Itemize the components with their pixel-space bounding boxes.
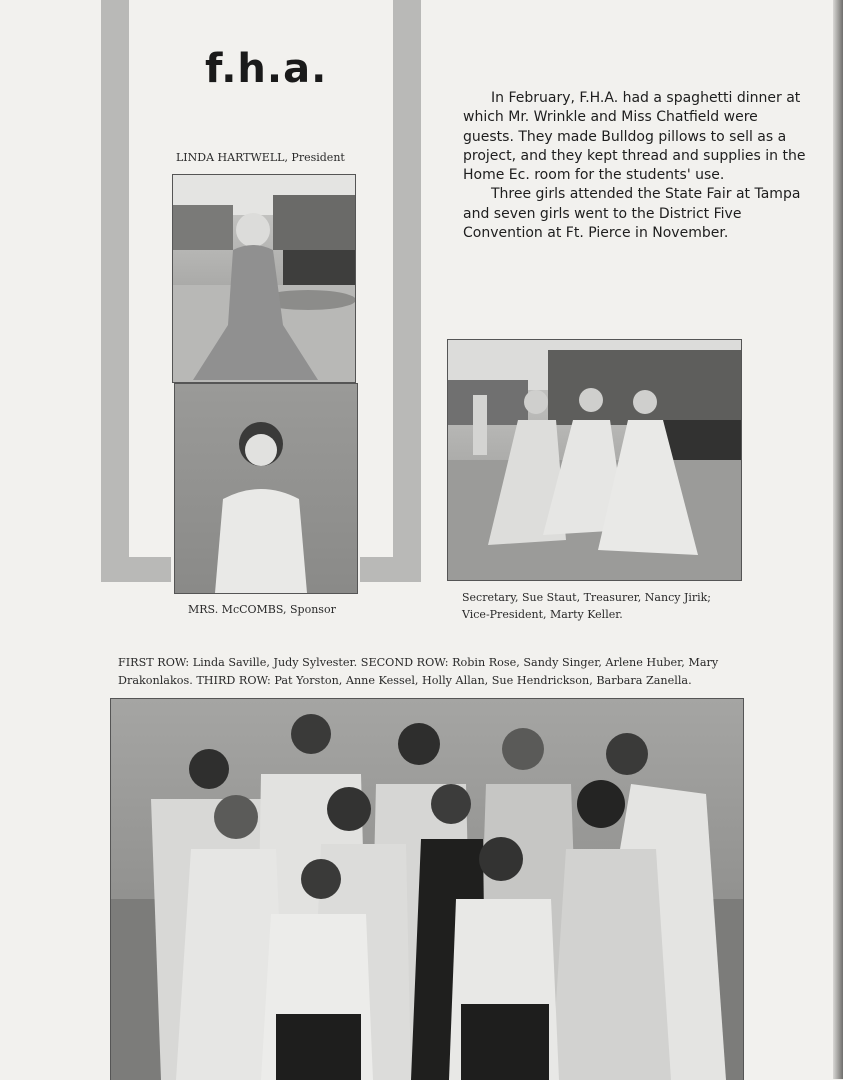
- group-photo: [110, 698, 744, 1080]
- officers-caption-line-1: Secretary, Sue Staut, Treasurer, Nancy Jirik;: [462, 591, 712, 604]
- frame-right-bar: [393, 0, 421, 582]
- officers-photo: [447, 339, 742, 581]
- frame-right-foot: [360, 557, 421, 582]
- officers-caption-line-2: Vice-President, Marty Keller.: [462, 608, 623, 621]
- frame-left-foot: [101, 557, 171, 582]
- frame-left-bar: [101, 0, 129, 582]
- article-paragraph-1: In February, F.H.A. had a spaghetti dinner at which Mr. Wrinkle and Miss Chatfield were guests. They made Bulldog pillows to sell as a project, and they kept thread and supplies in the Home Ec. room for the students' use.: [463, 90, 806, 184]
- page-edge: [833, 0, 843, 1079]
- group-caption: FIRST ROW: Linda Saville, Judy Sylvester. SECOND ROW: Robin Rose, Sandy Singer, Arlene Huber, Mary Drakonlakos. THIRD ROW: Pat Yorston, Anne Kessel, Holly Allan, Sue Hendrickson, Barbara Zanella.: [118, 656, 719, 687]
- article-text: [463, 89, 813, 243]
- page-title: f.h.a.: [205, 46, 328, 92]
- president-caption: LINDA HARTWELL, President: [176, 151, 345, 164]
- sponsor-photo: [174, 383, 358, 594]
- sponsor-caption: MRS. McCOMBS, Sponsor: [188, 603, 336, 616]
- president-photo: [172, 174, 356, 383]
- article-paragraph-2: Three girls attended the State Fair at Tampa and seven girls went to the District Five Convention at Ft. Pierce in November.: [463, 186, 801, 242]
